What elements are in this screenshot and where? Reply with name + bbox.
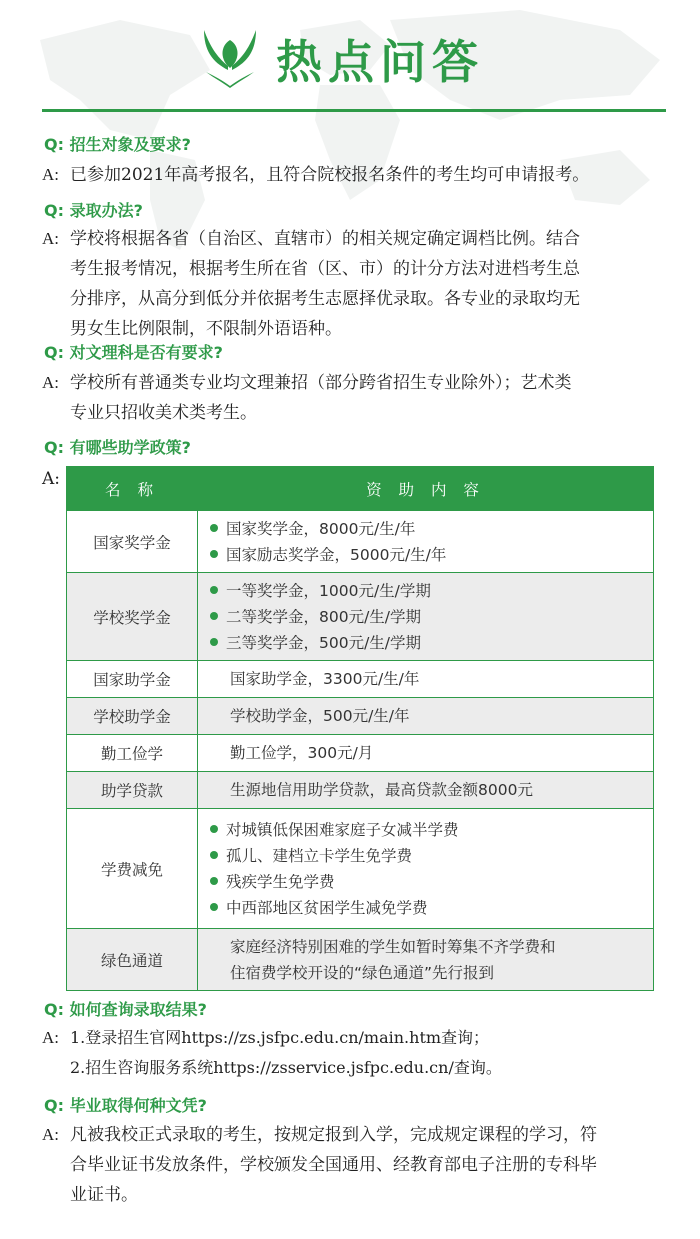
bullet-icon (210, 851, 218, 859)
bullet-icon (210, 877, 218, 885)
answer-line: 合毕业证书发放条件，学校颁发全国通用、经教育部电子注册的专科毕 (70, 1155, 597, 1175)
answer-line: 凡被我校正式录取的考生，按规定报到入学，完成规定课程的学习，符 (70, 1125, 597, 1145)
list-item: 国家励志奖学金，5000元/生/年 (210, 542, 643, 568)
list-item: 残疾学生免学费 (210, 869, 643, 895)
table-header-content: 资 助 内 容 (198, 467, 654, 511)
row-content (198, 809, 654, 929)
row-content (198, 511, 654, 573)
row-name: 国家助学金 (67, 661, 198, 698)
answer-line: 1.登录招生官网https://zs.jsfpc.edu.cn/main.htm查询； (70, 1028, 490, 1047)
question-6: Q: 毕业取得何种文凭? (44, 1096, 207, 1115)
bullet-icon (210, 586, 218, 594)
row-content: 勤工俭学，300元/月 (198, 735, 654, 772)
row-content (198, 573, 654, 661)
table-row (67, 661, 654, 698)
bullet-icon (210, 825, 218, 833)
row-content: 家庭经济特别困难的学生如暂时筹集不齐学费和 住宿费学校开设的“绿色通道”先行报到 (198, 929, 654, 991)
header (0, 0, 700, 112)
question-4: Q: 有哪些助学政策? (44, 438, 191, 457)
table-header-name: 名 称 (67, 467, 198, 511)
answer-label: A: (42, 1028, 59, 1047)
bullet-icon (210, 612, 218, 620)
question-5: Q: 如何查询录取结果? (44, 1000, 207, 1019)
answer-line: 专业只招收美术类考生。 (70, 403, 257, 423)
question-1: Q: 招生对象及要求? (44, 135, 191, 154)
table-row (67, 698, 654, 735)
answer-line: 已参加2021年高考报名，且符合院校报名条件的考生均可申请报考。 (70, 165, 590, 185)
answer-label: A: (42, 165, 59, 184)
answer-line: 学校所有普通类专业均文理兼招（部分跨省招生专业除外）；艺术类 (70, 373, 572, 393)
answer-label: A: (42, 373, 59, 392)
bullet-icon (210, 550, 218, 558)
row-content: 生源地信用助学贷款，最高贷款金额8000元 (198, 772, 654, 809)
row-content: 学校助学金，500元/生/年 (198, 698, 654, 735)
row-name: 学校奖学金 (67, 573, 198, 661)
list-item: 孤儿、建档立卡学生免学费 (210, 843, 643, 869)
table-row (67, 735, 654, 772)
list-item: 对城镇低保困难家庭子女减半学费 (210, 817, 643, 843)
table-row (67, 929, 654, 991)
answer-2 (42, 224, 662, 344)
list-item: 国家奖学金，8000元/生/年 (210, 516, 643, 542)
bullet-icon (210, 903, 218, 911)
answer-1 (42, 160, 662, 190)
question-3: Q: 对文理科是否有要求? (44, 343, 223, 362)
answer-line: 2.招生咨询服务系统https://zsservice.jsfpc.edu.cn/查询。 (70, 1058, 502, 1077)
answer-label: A: (42, 1125, 59, 1144)
table-row (67, 573, 654, 661)
table-header-row (67, 467, 654, 511)
answer-label: A: (42, 229, 59, 248)
row-name: 国家奖学金 (67, 511, 198, 573)
page-title: 热点问答 (276, 35, 484, 89)
answer-line: 学校将根据各省（自治区、直辖市）的相关规定确定调档比例。结合 (70, 229, 580, 249)
row-name: 学校助学金 (67, 698, 198, 735)
bullet-icon (210, 524, 218, 532)
leaf-logo-icon (200, 26, 260, 88)
row-name: 学费减免 (67, 809, 198, 929)
answer-line: 考生报考情况，根据考生所在省（区、市）的计分方法对进档考生总 (70, 259, 580, 279)
answer-5 (42, 1023, 662, 1083)
table-row (67, 511, 654, 573)
list-item: 三等奖学金，500元/生/学期 (210, 630, 643, 656)
row-name: 绿色通道 (67, 929, 198, 991)
title-rule (42, 109, 666, 112)
row-content: 国家助学金，3300元/生/年 (198, 661, 654, 698)
question-2: Q: 录取办法? (44, 201, 143, 220)
table-row (67, 772, 654, 809)
answer-line: 男女生比例限制，不限制外语语种。 (70, 319, 342, 339)
answer-line: 业证书。 (70, 1185, 138, 1205)
list-item: 中西部地区贫困学生减免学费 (210, 895, 643, 921)
list-item: 二等奖学金，800元/生/学期 (210, 604, 643, 630)
answer-6 (42, 1120, 662, 1210)
aid-policy-table (66, 466, 654, 991)
answer-label: A: (42, 469, 61, 489)
bullet-icon (210, 638, 218, 646)
table-row (67, 809, 654, 929)
row-name: 助学贷款 (67, 772, 198, 809)
row-name: 勤工俭学 (67, 735, 198, 772)
answer-3 (42, 368, 662, 428)
answer-line: 分排序，从高分到低分并依据考生志愿择优录取。各专业的录取均无 (70, 289, 580, 309)
list-item: 一等奖学金，1000元/生/学期 (210, 578, 643, 604)
